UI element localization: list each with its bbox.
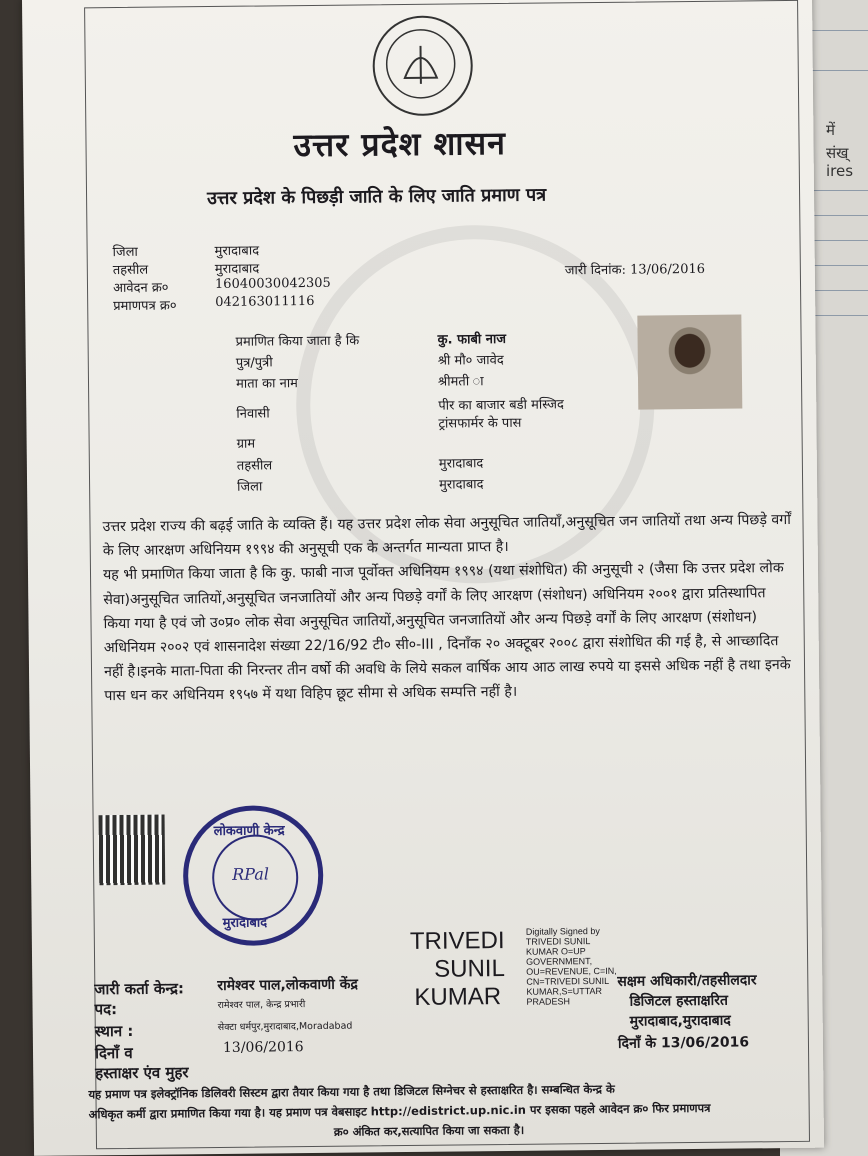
resident-label: निवासी [236, 406, 270, 422]
issuer-place-label: स्थान : [94, 1021, 134, 1041]
tehsil-value: मुरादाबाद [214, 261, 260, 277]
authority-place: मुरादाबाद,मुरादाबाद [629, 1012, 731, 1030]
background-text: ires [826, 162, 854, 180]
authority-digital: डिजिटल हस्ताक्षरित [629, 992, 729, 1010]
background-text: संख् [826, 144, 849, 162]
signer-name-3: KUMAR [414, 983, 502, 1011]
qr-code [99, 815, 166, 886]
signer-name-2: SUNIL [434, 954, 505, 983]
issuer-post-value: रामेश्वर पाल, केन्द्र प्रभारी [217, 999, 306, 1012]
digital-signature-details: Digitally Signed by TRIVEDI SUNIL KUMAR O=UP GOVERNMENT, OU=REVENUE, C=IN, CN=TRIVEDI SUNIL KUMAR,S=UTTAR PRADESH [525, 926, 617, 1007]
address-line-2: ट्रांसफार्मर के पास [438, 415, 522, 432]
mother-label: माता का नाम [235, 376, 299, 392]
son-daughter-label: पुत्र/पुत्री [235, 355, 273, 371]
certificate-number: 042163011116 [215, 293, 315, 310]
issuer-place-value: सेक्टा धर्मपुर,मुरादाबाद,Moradabad [217, 1020, 353, 1034]
district-value: मुरादाबाद [214, 243, 260, 259]
applicant-photo [637, 314, 742, 409]
issuer-date-value: 13/06/2016 [222, 1039, 304, 1056]
person-district-value: मुरादाबाद [439, 477, 484, 493]
seal-top-text: लोकवाणी केन्द्र [213, 823, 285, 840]
seal-bottom-text: मुरादाबाद [222, 915, 268, 931]
office-seal [182, 805, 323, 946]
certificate-label: प्रमाणपत्र क्र० [113, 298, 177, 315]
signer-name-1: TRIVEDI [409, 926, 505, 955]
footer-line-2: अधिकृत कर्मी द्वारा प्रमाणित किया गया है। यह प्रमाण पत्र वेबसाइट http://edistrict.up.nic.in पर इसका पहले आवेदन क्र० फिर प्रमाणपत्र [88, 1100, 711, 1122]
issuer-date-label: दिनाँ व [94, 1043, 133, 1063]
issue-date: जारी दिनांक: 13/06/2016 [564, 261, 706, 279]
person-tehsil-label: तहसील [236, 458, 273, 474]
application-number: 16040030042305 [214, 275, 331, 292]
tehsil-label: तहसील [112, 262, 149, 279]
certify-label: प्रमाणित किया जाता है कि [235, 333, 360, 350]
seal-signature: RPal [232, 864, 270, 884]
person-tehsil-value: मुरादाबाद [438, 456, 484, 472]
page-title: उत्तर प्रदेश शासन [293, 123, 507, 165]
village-label: ग्राम [236, 436, 256, 452]
father-name: श्री मौ० जावेद [437, 352, 504, 369]
application-label: आवेदन क्र० [112, 280, 169, 297]
address-line-1: पीर का बाजार बडी मस्जिद [438, 397, 564, 414]
issuer-center-label: जारी कर्ता केन्द्र: [94, 979, 185, 999]
mother-name: श्रीमती ा [437, 374, 484, 390]
certificate-body [102, 508, 794, 709]
issuer-center-value: रामेश्वर पाल,लोकवाणी केंद्र [217, 976, 358, 995]
paragraph-certification: यह भी प्रमाणित किया जाता है कि कु. फाबी नाज पूर्वोक्त अधिनियम १९९४ (यथा संशोधित) की अनुसूची २ (जैसा कि उत्तर प्रदेश लोक सेवा)अनुसूचित जातियों,अनुसूचित जनजातियों और अन्य पिछड़े वर्गों के लिए आरक्षण (संशोधन) अधिनियम २००१ द्वारा प्रतिस्थापित किया गया है एवं जो उ०प्र० लोक सेवा अनुसूचित जातियों,अनुसूचित जनजातियों और अन्य पिछड़े वर्गों के लिए आरक्षण (संशोधन) अधिनियम २००२ एवं शासनादेश संख्या 22/16/92 टी० सी०-III , दिनाँक २० अक्टूबर २००८ द्वारा संशोधित की गई है, से आच्छादित नहीं है।इनके माता-पिता की निरन्तर तीन वर्षो की अवधि के लिये सकल वार्षिक आय आठ लाख रुपये या इससे अधिक नहीं है तथा इनके पास धन कर अधिनियम १९५७ में यथा विहिप छूट सीमा से अधिक सम्पत्ति नहीं है। [102, 560, 791, 705]
issuer-post-label: पद: [94, 1000, 118, 1019]
person-district-label: जिला [237, 479, 263, 495]
authority-date: दिनाँ के 13/06/2016 [617, 1034, 750, 1052]
issuer-sign-label: हस्ताक्षर एंव मुहर [95, 1063, 189, 1083]
background-text: में [826, 121, 835, 139]
footer-line-1: यह प्रमाण पत्र इलेक्ट्रॉनिक डिलिवरी सिस्टम द्वारा तैयार किया गया है तथा डिजिटल सिग्नेचर से हस्ताक्षरित है। सम्बन्धित केन्द्र के [88, 1081, 615, 1102]
page-subtitle: उत्तर प्रदेश के पिछड़ी जाति के लिए जाति प्रमाण पत्र [206, 184, 547, 210]
authority-title: सक्षम अधिकारी/तहसीलदार [617, 972, 757, 990]
state-emblem [372, 15, 473, 116]
certificate-page [22, 0, 824, 1156]
footer-line-3: क्र० अंकित कर,सत्यापित किया जा सकता है। [333, 1122, 525, 1139]
applicant-name: कु. फाबी नाज [437, 331, 507, 348]
district-label: जिला [112, 244, 138, 261]
paragraph-caste: उत्तर प्रदेश राज्य की बढ़ई जाति के व्यक्ति हैं। यह उत्तर प्रदेश लोक सेवा अनुसूचित जातियाँ,अनुसूचित जन जातियों तथा अन्य पिछड़े वर्गों के लिए आरक्षण अधिनियम १९९४ की अनुसूची एक के अन्तर्गत मान्यता प्राप्त है। [102, 511, 792, 560]
